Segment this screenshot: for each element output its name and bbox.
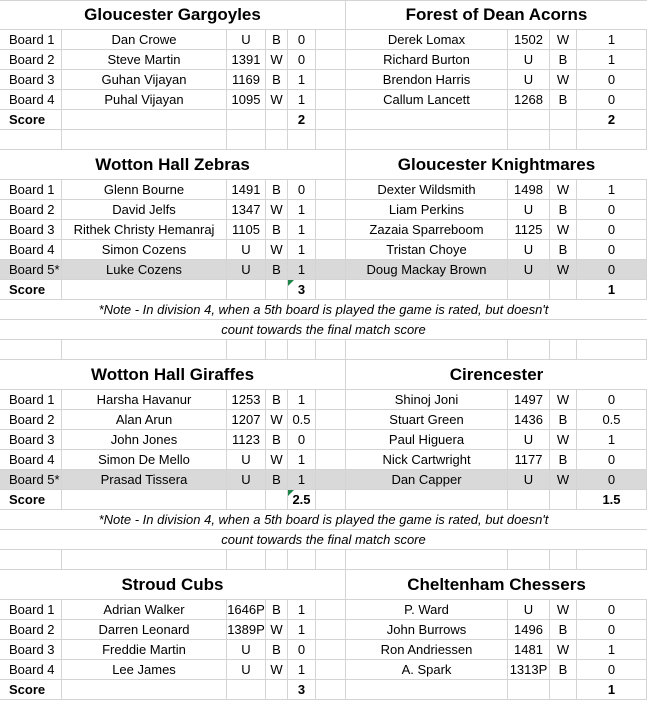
board-row	[0, 200, 647, 220]
cell-hr: 1391	[227, 50, 266, 69]
cell-as: 1	[577, 430, 647, 449]
empty-cell	[62, 340, 227, 359]
cell-gap	[316, 410, 346, 429]
board-row	[0, 180, 647, 200]
cell-ac: W	[550, 430, 577, 449]
cell-gap	[316, 450, 346, 469]
cell-hs: 1	[288, 620, 316, 639]
cell-gap	[316, 470, 346, 489]
cell-hr: 1207	[227, 410, 266, 429]
score-cell-ar	[508, 110, 550, 129]
cell-board: Board 1	[0, 180, 62, 199]
cell-hs: 1	[288, 660, 316, 679]
home-score: 2.5	[288, 490, 316, 509]
cell-gap	[316, 50, 346, 69]
score-cell-ap	[346, 110, 508, 129]
cell-hp: Adrian Walker	[62, 600, 227, 619]
away-score: 2	[577, 110, 647, 129]
cell-hs: 0.5	[288, 410, 316, 429]
cell-ar: 1496	[508, 620, 550, 639]
note-text-line2: count towards the final match score	[221, 322, 426, 337]
board-row	[0, 260, 647, 280]
empty-cell	[577, 130, 647, 149]
cell-hr: 1347	[227, 200, 266, 219]
score-cell-gap	[316, 680, 346, 699]
cell-ap: Derek Lomax	[346, 30, 508, 49]
cell-hs: 1	[288, 450, 316, 469]
cell-hr: U	[227, 470, 266, 489]
cell-hr: U	[227, 30, 266, 49]
cell-ac: B	[550, 410, 577, 429]
score-cell-gap	[316, 280, 346, 299]
cell-gap	[316, 390, 346, 409]
cell-ar: U	[508, 470, 550, 489]
cell-board: Board 2	[0, 200, 62, 219]
cell-ac: W	[550, 640, 577, 659]
cell-as: 0	[577, 200, 647, 219]
cell-ac: W	[550, 70, 577, 89]
cell-gap	[316, 640, 346, 659]
board-row	[0, 660, 647, 680]
board-row	[0, 410, 647, 430]
away-score: 1	[577, 680, 647, 699]
cell-hp: Luke Cozens	[62, 260, 227, 279]
score-cell-hp	[62, 280, 227, 299]
cell-as: 0	[577, 220, 647, 239]
cell-ar: U	[508, 600, 550, 619]
cell-as: 0	[577, 70, 647, 89]
cell-ap: Nick Cartwright	[346, 450, 508, 469]
score-cell-ar	[508, 680, 550, 699]
spacer-row	[0, 550, 647, 570]
empty-cell	[0, 130, 62, 149]
cell-ac: B	[550, 90, 577, 109]
board-row	[0, 600, 647, 620]
match-header	[0, 360, 647, 390]
cell-ar: U	[508, 240, 550, 259]
cell-hp: Simon Cozens	[62, 240, 227, 259]
cell-ac: B	[550, 450, 577, 469]
score-label: Score	[0, 680, 62, 699]
cell-ac: W	[550, 600, 577, 619]
cell-hp: David Jelfs	[62, 200, 227, 219]
cell-board: Board 4	[0, 450, 62, 469]
cell-hr: 1646P	[227, 602, 265, 617]
cell-hc: W	[266, 200, 288, 219]
score-cell-hr	[227, 110, 266, 129]
cell-hc: W	[266, 240, 288, 259]
empty-cell	[550, 130, 577, 149]
note-row	[0, 510, 647, 530]
home-team-name: Wotton Hall Zebras	[0, 150, 346, 179]
cell-gap	[316, 240, 346, 259]
cell-hs: 0	[288, 180, 316, 199]
cell-board: Board 1	[0, 600, 62, 619]
empty-cell	[266, 340, 288, 359]
cell-hs: 1	[288, 90, 316, 109]
cell-ar: U	[508, 200, 550, 219]
cell-hs: 1	[288, 260, 316, 279]
cell-hc: B	[266, 600, 288, 619]
score-cell-hc	[266, 680, 288, 699]
cell-as: 1	[577, 180, 647, 199]
cell-ap: Dan Capper	[346, 470, 508, 489]
empty-cell	[550, 550, 577, 569]
score-cell-ap	[346, 490, 508, 509]
empty-cell	[508, 550, 550, 569]
cell-ap: Shinoj Joni	[346, 390, 508, 409]
cell-hc: B	[266, 470, 288, 489]
cell-hp: Glenn Bourne	[62, 180, 227, 199]
cell-hc: W	[266, 620, 288, 639]
score-cell-ap	[346, 280, 508, 299]
score-row	[0, 490, 647, 510]
empty-cell	[346, 340, 508, 359]
board-row	[0, 390, 647, 410]
comment-marker-icon	[288, 490, 294, 496]
cell-board: Board 1	[0, 30, 62, 49]
cell-ar: 1313P	[508, 660, 550, 679]
cell-gap	[316, 180, 346, 199]
cell-ap: P. Ward	[346, 600, 508, 619]
cell-hp: Darren Leonard	[62, 620, 227, 639]
cell-as: 0	[577, 90, 647, 109]
cell-ap: Callum Lancett	[346, 90, 508, 109]
home-score: 3	[288, 280, 316, 299]
away-score: 1.5	[577, 490, 647, 509]
cell-as: 1	[577, 50, 647, 69]
match-header	[0, 570, 647, 600]
empty-cell	[346, 130, 508, 149]
cell-hs: 1	[288, 240, 316, 259]
note-row	[0, 320, 647, 340]
cell-hr: U	[227, 660, 266, 679]
cell-hc: B	[266, 70, 288, 89]
cell-as: 0	[577, 620, 647, 639]
cell-hp: Guhan Vijayan	[62, 70, 227, 89]
cell-gap	[316, 430, 346, 449]
board-row	[0, 30, 647, 50]
empty-cell	[346, 550, 508, 569]
cell-ap: Doug Mackay Brown	[346, 260, 508, 279]
home-score: 2	[288, 110, 316, 129]
board-row	[0, 640, 647, 660]
empty-cell	[62, 130, 227, 149]
board-row	[0, 90, 647, 110]
score-label: Score	[0, 490, 62, 509]
score-cell-hr	[227, 680, 266, 699]
cell-ap: Ron Andriessen	[346, 640, 508, 659]
board-row	[0, 50, 647, 70]
cell-hc: W	[266, 450, 288, 469]
cell-hc: B	[266, 220, 288, 239]
score-cell-ap	[346, 680, 508, 699]
empty-cell	[288, 550, 316, 569]
board-row	[0, 450, 647, 470]
score-cell-hc	[266, 110, 288, 129]
empty-cell	[0, 340, 62, 359]
cell-ap: John Burrows	[346, 620, 508, 639]
cell-ap: Tristan Choye	[346, 240, 508, 259]
cell-ap: Zazaia Sparreboom	[346, 220, 508, 239]
cell-hs: 1	[288, 200, 316, 219]
cell-ac: B	[550, 660, 577, 679]
cell-gap	[316, 90, 346, 109]
cell-as: 0	[577, 450, 647, 469]
cell-ar: U	[508, 430, 550, 449]
cell-board: Board 3	[0, 70, 62, 89]
score-cell-hr	[227, 280, 266, 299]
cell-hc: W	[266, 660, 288, 679]
cell-hc: B	[266, 640, 288, 659]
cell-board: Board 2	[0, 50, 62, 69]
cell-gap	[316, 600, 346, 619]
cell-hp: Lee James	[62, 660, 227, 679]
cell-board: Board 2	[0, 410, 62, 429]
empty-cell	[508, 340, 550, 359]
cell-ac: W	[550, 220, 577, 239]
cell-gap	[316, 620, 346, 639]
cell-gap	[316, 260, 346, 279]
cell-hr: 1253	[227, 390, 266, 409]
away-team-name: Gloucester Knightmares	[397, 155, 596, 174]
cell-hr: 1095	[227, 90, 266, 109]
cell-gap	[316, 220, 346, 239]
score-cell-gap	[316, 490, 346, 509]
cell-hs: 0	[288, 30, 316, 49]
score-cell-ar	[508, 280, 550, 299]
cell-hp: Prasad Tissera	[62, 470, 227, 489]
cell-ap: Dexter Wildsmith	[346, 180, 508, 199]
home-team-name: Wotton Hall Giraffes	[0, 360, 346, 389]
cell-ap: Paul Higuera	[346, 430, 508, 449]
cell-as: 0.5	[577, 410, 647, 429]
cell-board: Board 3	[0, 220, 62, 239]
cell-ac: B	[550, 240, 577, 259]
cell-as: 1	[577, 640, 647, 659]
board-row	[0, 620, 647, 640]
cell-hc: W	[266, 50, 288, 69]
cell-hp: Rithek Christy Hemanraj	[62, 220, 227, 239]
cell-ap: Brendon Harris	[346, 70, 508, 89]
cell-gap	[316, 200, 346, 219]
cell-as: 0	[577, 600, 647, 619]
cell-as: 0	[577, 470, 647, 489]
cell-board: Board 4	[0, 90, 62, 109]
cell-hs: 1	[288, 70, 316, 89]
match-header	[0, 150, 647, 180]
home-score: 3	[288, 680, 316, 699]
score-cell-ac	[550, 680, 577, 699]
empty-cell	[288, 130, 316, 149]
cell-ap: Richard Burton	[346, 50, 508, 69]
cell-hs: 1	[288, 600, 316, 619]
spacer-row	[0, 340, 647, 360]
cell-hp: Steve Martin	[62, 50, 227, 69]
cell-hr: 1389P	[227, 622, 265, 637]
board-row	[0, 430, 647, 450]
away-team-name: Forest of Dean Acorns	[405, 5, 588, 24]
cell-board: Board 5*	[0, 260, 62, 279]
note-row	[0, 530, 647, 550]
match-header	[0, 0, 647, 30]
cell-ar: 1125	[508, 220, 550, 239]
cell-hc: B	[266, 180, 288, 199]
note-text-line1: *Note - In division 4, when a 5th board is played the game is rated, but doesn't	[98, 302, 549, 317]
home-team-name: Stroud Cubs	[0, 570, 346, 599]
cell-ar: 1436	[508, 410, 550, 429]
cell-hs: 0	[288, 430, 316, 449]
cell-board: Board 5*	[0, 470, 62, 489]
empty-cell	[508, 130, 550, 149]
cell-ac: W	[550, 30, 577, 49]
cell-ar: U	[508, 50, 550, 69]
cell-hp: Harsha Havanur	[62, 390, 227, 409]
cell-hp: Puhal Vijayan	[62, 90, 227, 109]
board-row	[0, 240, 647, 260]
cell-ap: Stuart Green	[346, 410, 508, 429]
empty-cell	[62, 550, 227, 569]
score-row	[0, 680, 647, 700]
away-team-name: Cirencester	[449, 365, 544, 384]
score-cell-ac	[550, 110, 577, 129]
cell-ac: B	[550, 620, 577, 639]
cell-board: Board 4	[0, 240, 62, 259]
cell-as: 0	[577, 660, 647, 679]
score-cell-hr	[227, 490, 266, 509]
cell-as: 1	[577, 30, 647, 49]
note-text-line2: count towards the final match score	[221, 532, 426, 547]
score-row	[0, 110, 647, 130]
score-cell-ac	[550, 490, 577, 509]
cell-gap	[316, 660, 346, 679]
empty-cell	[316, 130, 346, 149]
cell-ar: U	[508, 260, 550, 279]
score-cell-hc	[266, 490, 288, 509]
cell-hs: 1	[288, 390, 316, 409]
cell-gap	[316, 30, 346, 49]
cell-ap: A. Spark	[346, 660, 508, 679]
cell-ac: W	[550, 390, 577, 409]
home-team-name: Gloucester Gargoyles	[0, 0, 346, 29]
score-label: Score	[0, 110, 62, 129]
empty-cell	[0, 550, 62, 569]
cell-as: 0	[577, 240, 647, 259]
cell-ar: 1497	[508, 390, 550, 409]
empty-cell	[227, 550, 266, 569]
cell-hr: 1105	[227, 220, 266, 239]
note-text-line1: *Note - In division 4, when a 5th board is played the game is rated, but doesn't	[98, 512, 549, 527]
empty-cell	[288, 340, 316, 359]
cell-hc: W	[266, 90, 288, 109]
note-row	[0, 300, 647, 320]
score-row	[0, 280, 647, 300]
cell-board: Board 4	[0, 660, 62, 679]
cell-hp: Freddie Martin	[62, 640, 227, 659]
score-cell-ac	[550, 280, 577, 299]
cell-ac: B	[550, 200, 577, 219]
cell-hc: B	[266, 30, 288, 49]
empty-cell	[227, 130, 266, 149]
empty-cell	[577, 340, 647, 359]
cell-board: Board 3	[0, 430, 62, 449]
away-score: 1	[577, 280, 647, 299]
cell-hp: Dan Crowe	[62, 30, 227, 49]
cell-hr: 1169	[227, 70, 266, 89]
cell-board: Board 2	[0, 620, 62, 639]
cell-board: Board 3	[0, 640, 62, 659]
cell-hp: John Jones	[62, 430, 227, 449]
cell-hr: 1123	[227, 430, 266, 449]
cell-hc: B	[266, 430, 288, 449]
cell-ac: B	[550, 50, 577, 69]
cell-hs: 0	[288, 50, 316, 69]
board-row	[0, 70, 647, 90]
cell-hc: B	[266, 390, 288, 409]
score-cell-gap	[316, 110, 346, 129]
cell-hr: U	[227, 260, 266, 279]
empty-cell	[266, 130, 288, 149]
spacer-row	[0, 130, 647, 150]
empty-cell	[577, 550, 647, 569]
cell-ar: 1268	[508, 90, 550, 109]
cell-ar: 1498	[508, 180, 550, 199]
empty-cell	[550, 340, 577, 359]
cell-hp: Simon De Mello	[62, 450, 227, 469]
cell-hr: U	[227, 240, 266, 259]
cell-ar: U	[508, 70, 550, 89]
cell-as: 0	[577, 390, 647, 409]
score-cell-hp	[62, 110, 227, 129]
cell-hr: 1491	[227, 180, 266, 199]
cell-board: Board 1	[0, 390, 62, 409]
cell-hs: 1	[288, 220, 316, 239]
cell-gap	[316, 70, 346, 89]
score-cell-hp	[62, 490, 227, 509]
away-team-name: Cheltenham Chessers	[407, 575, 586, 594]
comment-marker-icon	[288, 280, 294, 286]
cell-hs: 0	[288, 640, 316, 659]
cell-ac: W	[550, 470, 577, 489]
board-row	[0, 470, 647, 490]
cell-hp: Alan Arun	[62, 410, 227, 429]
cell-hc: B	[266, 260, 288, 279]
cell-hs: 1	[288, 470, 316, 489]
cell-hc: W	[266, 410, 288, 429]
score-cell-hc	[266, 280, 288, 299]
cell-hr: U	[227, 640, 266, 659]
empty-cell	[227, 340, 266, 359]
cell-hr: U	[227, 450, 266, 469]
cell-ac: W	[550, 260, 577, 279]
score-label: Score	[0, 280, 62, 299]
cell-ap: Liam Perkins	[346, 200, 508, 219]
cell-as: 0	[577, 260, 647, 279]
empty-cell	[266, 550, 288, 569]
cell-ac: W	[550, 180, 577, 199]
cell-ar: 1502	[508, 30, 550, 49]
cell-ar: 1177	[508, 450, 550, 469]
score-cell-ar	[508, 490, 550, 509]
empty-cell	[316, 340, 346, 359]
score-cell-hp	[62, 680, 227, 699]
empty-cell	[316, 550, 346, 569]
cell-ar: 1481	[508, 640, 550, 659]
board-row	[0, 220, 647, 240]
